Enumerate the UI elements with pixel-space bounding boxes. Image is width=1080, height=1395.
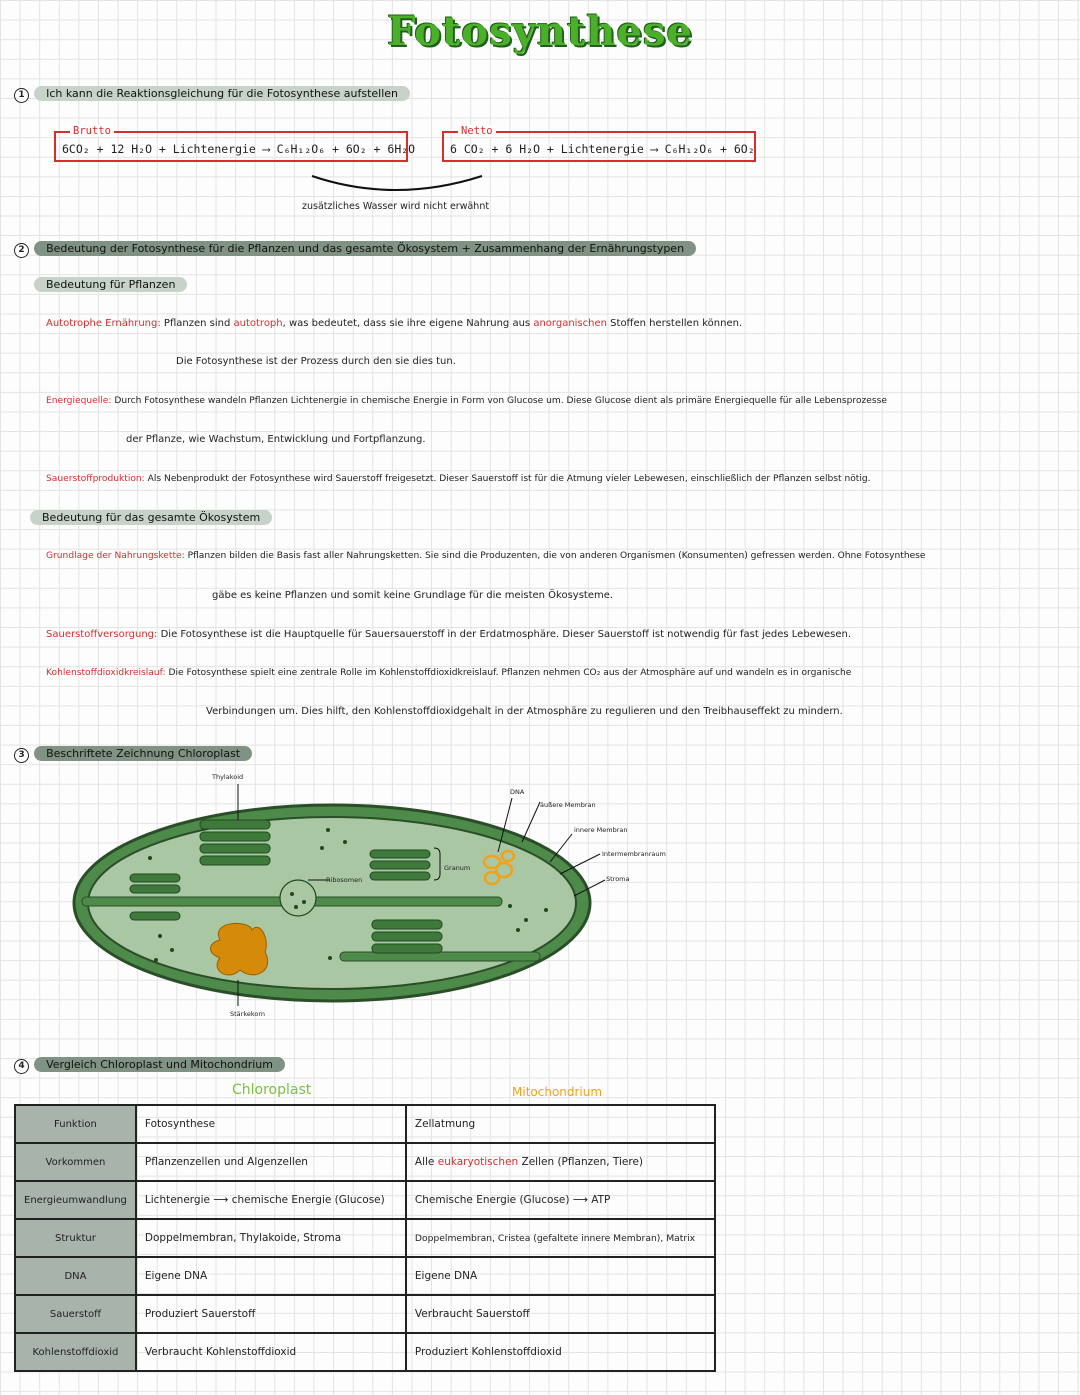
row-label: Energieumwandlung — [15, 1181, 136, 1219]
cell-mitochondrium: Chemische Energie (Glucose) ⟶ ATP — [406, 1181, 715, 1219]
carbon-cycle-text: Die Fotosynthese spielt eine zentrale Rolle im Kohlenstoffdioxidkreislauf. Pflanzen nehmen CO₂ aus der Atmosphäre auf und wandeln es in organische — [168, 668, 852, 678]
label-starch: Stärkekorn — [230, 1010, 266, 1018]
section-2-heading — [14, 237, 696, 258]
table-row — [15, 1181, 715, 1219]
section-4-heading — [14, 1053, 285, 1074]
table-row — [15, 1295, 715, 1333]
carbon-cycle-line-2: Verbindungen um. Dies hilft, den Kohlenstoffdioxidgehalt in der Atmosphäre zu regulieren und den Treibhauseffekt zu mindern. — [206, 706, 843, 717]
oxygen-paragraph — [46, 474, 871, 484]
section-3-heading — [14, 742, 252, 763]
section-number: 3 — [14, 748, 29, 763]
oxygen-supply-paragraph — [46, 629, 851, 640]
eukaryotic-word: eukaryotischen — [437, 1156, 519, 1168]
row-label: Vorkommen — [15, 1143, 136, 1181]
label-stroma: Stroma — [606, 875, 630, 883]
cell-chloroplast: Eigene DNA — [136, 1257, 406, 1295]
food-chain-term: Grundlage der Nahrungskette: — [46, 551, 185, 561]
oxygen-supply-term: Sauerstoffversorgung: — [46, 629, 158, 640]
ecosystem-subheading: Bedeutung für das gesamte Ökosystem — [30, 510, 272, 525]
food-chain-text: Pflanzen bilden die Basis fast aller Nahrungsketten. Sie sind die Produzenten, die von anderen Organismen (Konsumenten) gefressen werden. Ohne Fotosynthese — [187, 551, 926, 561]
anorganisch-word: anorganischen — [533, 318, 607, 329]
energy-text: Durch Fotosynthese wandeln Pflanzen Lichtenergie in chemische Energie in Form von Glucose um. Diese Glucose dient als primäre Energiequelle für alle Lebensprozesse — [114, 396, 887, 406]
energy-paragraph — [46, 396, 887, 406]
carbon-cycle-paragraph — [46, 668, 851, 678]
cell-mitochondrium: Eigene DNA — [406, 1257, 715, 1295]
row-label: Funktion — [15, 1105, 136, 1143]
autotroph-text-b: , was bedeutet, dass sie ihre eigene Nahrung aus — [282, 318, 531, 329]
section-heading-pill: Bedeutung der Fotosynthese für die Pflanzen und das gesamte Ökosystem + Zusammenhang der Ernährungstypen — [34, 241, 696, 256]
section-number: 4 — [14, 1059, 29, 1074]
table-row — [15, 1105, 715, 1143]
cell-chloroplast: Produziert Sauerstoff — [136, 1295, 406, 1333]
section-heading-pill: Beschriftete Zeichnung Chloroplast — [34, 746, 252, 761]
granum-stack — [370, 850, 430, 880]
autotroph-line-2: Die Fotosynthese ist der Prozess durch den sie dies tun. — [176, 356, 456, 367]
row-label: Sauerstoff — [15, 1295, 136, 1333]
cell-chloroplast: Verbraucht Kohlenstoffdioxid — [136, 1333, 406, 1371]
label-ribosomes: Ribosomen — [326, 876, 363, 884]
section-1-heading — [14, 82, 410, 103]
starch-grain — [211, 923, 268, 975]
cell-chloroplast: Pflanzenzellen und Algenzellen — [136, 1143, 406, 1181]
autotroph-term: Autotrophe Ernährung: — [46, 318, 161, 329]
cell-chloroplast: Lichtenergie ⟶ chemische Energie (Glucose) — [136, 1181, 406, 1219]
netto-equation-box — [442, 125, 756, 162]
col-header-mitochondrium: Mitochondrium — [512, 1085, 603, 1099]
cell-chloroplast: Doppelmembran, Thylakoide, Stroma — [136, 1219, 406, 1257]
chloroplast-diagram — [60, 770, 620, 1020]
energy-term: Energiequelle: — [46, 396, 112, 406]
oxygen-term: Sauerstoffproduktion: — [46, 474, 145, 484]
brutto-label: Brutto — [70, 125, 114, 137]
plants-subheading: Bedeutung für Pflanzen — [34, 277, 187, 292]
row-label: DNA — [15, 1257, 136, 1295]
cell-text: Zellen (Pflanzen, Tiere) — [518, 1156, 644, 1168]
cell-mitochondrium: Zellatmung — [406, 1105, 715, 1143]
label-inner-membrane: innere Membran — [574, 826, 628, 834]
comparison-table — [14, 1104, 716, 1372]
table-row — [15, 1143, 715, 1181]
table-row — [15, 1257, 715, 1295]
section-number: 1 — [14, 88, 29, 103]
row-label: Struktur — [15, 1219, 136, 1257]
autotroph-word: autotroph — [233, 318, 283, 329]
cell-text: Alle — [414, 1156, 438, 1168]
col-header-chloroplast: Chloroplast — [232, 1082, 312, 1098]
label-thylakoid: Thylakoid — [212, 773, 244, 781]
cell-chloroplast: Fotosynthese — [136, 1105, 406, 1143]
section-number: 2 — [14, 243, 29, 258]
autotroph-text-c: Stoffen herstellen können. — [610, 318, 743, 329]
carbon-cycle-term: Kohlenstoffdioxidkreislauf: — [46, 668, 166, 678]
oxygen-supply-text: Die Fotosynthese ist die Hauptquelle für Sauersauerstoff in der Erdatmosphäre. Dieser Sauerstoff ist notwendig für fast jedes Lebewesen. — [160, 629, 852, 640]
section-heading-pill: Ich kann die Reaktionsgleichung für die Fotosynthese aufstellen — [34, 86, 410, 101]
oxygen-text: Als Nebenprodukt der Fotosynthese wird Sauerstoff freigesetzt. Dieser Sauerstoff ist für die Atmung vieler Lebewesen, einschließlich der Pflanzen selbst nötig. — [147, 474, 871, 484]
granum-stack — [372, 920, 442, 953]
table-row — [15, 1333, 715, 1371]
energy-line-2: der Pflanze, wie Wachstum, Entwicklung und Fortpflanzung. — [126, 434, 426, 445]
section-heading-pill: Vergleich Chloroplast und Mitochondrium — [34, 1057, 285, 1072]
stroma-lamella — [340, 952, 540, 961]
label-outer-membrane: äußere Membran — [540, 801, 596, 809]
food-chain-paragraph — [46, 551, 926, 561]
netto-equation: 6 CO₂ + 6 H₂O + Lichtenergie ⟶ C₆H₁₂O₆ + 6O₂ — [450, 142, 755, 156]
brutto-equation-box — [54, 125, 416, 162]
connector-arc — [300, 170, 500, 200]
cell-mitochondrium: Doppelmembran, Cristea (gefaltete innere Membran), Matrix — [406, 1219, 715, 1257]
autotroph-text-a: Pflanzen sind — [163, 318, 231, 329]
food-chain-line-2: gäbe es keine Pflanzen und somit keine Grundlage für die meisten Ökosysteme. — [212, 590, 614, 601]
table-row — [15, 1219, 715, 1257]
brutto-equation: 6CO₂ + 12 H₂O + Lichtenergie ⟶ C₆H₁₂O₆ + 6O₂ + 6H₂O — [62, 142, 416, 156]
cell-mitochondrium: Verbraucht Sauerstoff — [406, 1295, 715, 1333]
cell-mitochondrium — [406, 1143, 715, 1181]
label-dna: DNA — [510, 788, 525, 796]
netto-label: Netto — [458, 125, 496, 137]
label-granum: Granum — [444, 864, 471, 872]
ribosome-area — [280, 880, 316, 916]
equation-note: zusätzliches Wasser wird nicht erwähnt — [302, 201, 490, 212]
row-label: Kohlenstoffdioxid — [15, 1333, 136, 1371]
page-title: Fotosynthese — [387, 8, 693, 55]
cell-mitochondrium: Produziert Kohlenstoffdioxid — [406, 1333, 715, 1371]
label-intermembrane: Intermembranraum — [602, 850, 666, 858]
autotroph-paragraph — [46, 318, 742, 329]
